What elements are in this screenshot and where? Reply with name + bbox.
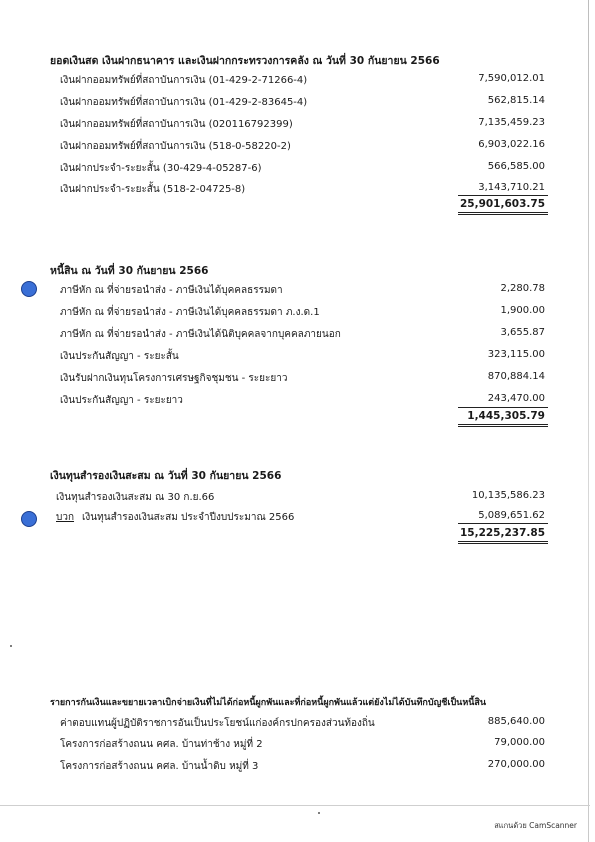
item-label: เงินทุนสำรองเงินสะสม ณ 30 ก.ย.66 <box>56 492 215 503</box>
item-label: ค่าตอบแทนผู้ปฏิบัติราชการอันเป็นประโยชน์แก่องค์กรปกครองส่วนท้องถิ่น <box>60 718 375 729</box>
item-amount: 5,089,651.62 <box>478 510 545 521</box>
item-amount: 3,655.87 <box>500 327 545 338</box>
cash-heading: ยอดเงินสด เงินฝากธนาคาร และเงินฝากกระทรวงการคลัง ณ วันที่ 30 กันยายน 2566 <box>50 55 440 67</box>
scanner-watermark: สแกนด้วย CamScanner <box>494 821 577 830</box>
list-item <box>0 95 595 113</box>
item-label: เงินฝากออมทรัพย์ที่สถาบันการเงิน (020116792399) <box>60 119 293 130</box>
reserve-heading: เงินทุนสำรองเงินสะสม ณ วันที่ 30 กันยายน 2566 <box>50 470 282 482</box>
item-amount: 6,903,022.16 <box>478 139 545 150</box>
list-item <box>0 139 595 157</box>
item-label: เงินฝากออมทรัพย์ที่สถาบันการเงิน (518-0-58220-2) <box>60 141 291 152</box>
page-edge-bottom <box>0 805 590 806</box>
item-label: เงินฝากประจำ-ระยะสั้น (518-2-04725-8) <box>60 184 246 195</box>
reserve-total: 15,225,237.85 <box>459 527 545 539</box>
list-item <box>0 283 595 301</box>
item-amount: 270,000.00 <box>487 759 545 770</box>
list-item <box>0 305 595 323</box>
item-amount: 7,590,012.01 <box>478 73 545 84</box>
item-amount: 885,640.00 <box>487 716 545 727</box>
item-amount: 562,815.14 <box>487 95 545 106</box>
item-label: เงินรับฝากเงินทุนโครงการเศรษฐกิจชุมชน - ระยะยาว <box>60 373 288 384</box>
total-double-rule <box>458 541 548 542</box>
scan-speck <box>318 812 320 814</box>
list-item <box>0 73 595 91</box>
scan-speck <box>10 645 12 647</box>
item-amount: 3,143,710.21 <box>478 182 545 193</box>
item-label: โครงการก่อสร้างถนน คศล. บ้านท่าช้าง หมู่ที่ 2 <box>60 739 263 750</box>
total-rule <box>458 195 548 196</box>
item-label: โครงการก่อสร้างถนน คศล. บ้านน้ำดิบ หมู่ที่ 3 <box>60 761 259 772</box>
item-amount: 323,115.00 <box>487 349 545 360</box>
list-item <box>0 716 595 734</box>
list-item <box>0 349 595 367</box>
item-label: ภาษีหัก ณ ที่จ่ายรอนำส่ง - ภาษีเงินได้บุคคลธรรมดา ภ.ง.ด.1 <box>60 307 320 318</box>
total-double-rule <box>458 543 548 544</box>
item-amount: 1,900.00 <box>500 305 545 316</box>
liabilities-heading: หนี้สิน ณ วันที่ 30 กันยายน 2566 <box>50 265 209 277</box>
list-item <box>0 327 595 345</box>
item-label: ภาษีหัก ณ ที่จ่ายรอนำส่ง - ภาษีเงินได้บุคคลธรรมดา <box>60 285 283 296</box>
total-double-rule <box>458 424 548 425</box>
item-label: เงินทุนสำรองเงินสะสม ประจำปีงบประมาณ 2566 <box>82 512 295 523</box>
item-amount: 2,280.78 <box>500 283 545 294</box>
total-double-rule <box>458 426 548 427</box>
item-amount: 10,135,586.23 <box>471 490 545 501</box>
cash-total: 25,901,603.75 <box>459 198 545 210</box>
item-amount: 870,884.14 <box>487 371 545 382</box>
total-rule <box>458 523 548 524</box>
list-item <box>0 161 595 179</box>
item-label: เงินประกันสัญญา - ระยะยาว <box>60 395 183 406</box>
item-amount: 7,135,459.23 <box>478 117 545 128</box>
item-label: เงินฝากประจำ-ระยะสั้น (30-429-4-05287-6) <box>60 163 262 174</box>
list-item <box>0 510 595 528</box>
total-double-rule <box>458 214 548 215</box>
item-label: เงินฝากออมทรัพย์ที่สถาบันการเงิน (01-429-2-71266-4) <box>60 75 308 86</box>
item-label: ภาษีหัก ณ ที่จ่ายรอนำส่ง - ภาษีเงินได้นิติบุคคลจากบุคคลภายนอก <box>60 329 341 340</box>
total-rule <box>458 407 548 408</box>
item-prefix: บวก <box>56 512 75 523</box>
item-amount: 566,585.00 <box>487 161 545 172</box>
total-double-rule <box>458 212 548 213</box>
list-item <box>0 737 595 755</box>
liabilities-total: 1,445,305.79 <box>467 410 545 422</box>
item-label: เงินฝากออมทรัพย์ที่สถาบันการเงิน (01-429-2-83645-4) <box>60 97 308 108</box>
list-item <box>0 759 595 777</box>
list-item <box>0 371 595 389</box>
reserved-heading: รายการกันเงินและขยายเวลาเบิกจ่ายเงินที่ไม่ได้ก่อหนี้ผูกพันและที่ก่อหนี้ผูกพันแล้วแต่ยังไม่ได้บันทึกบัญชีเป็นหนี้สิน <box>50 698 487 708</box>
list-item <box>0 393 595 411</box>
list-item <box>0 117 595 135</box>
list-item <box>0 490 595 508</box>
item-label: เงินประกันสัญญา - ระยะสั้น <box>60 351 179 362</box>
item-amount: 79,000.00 <box>494 737 545 748</box>
item-amount: 243,470.00 <box>487 393 545 404</box>
